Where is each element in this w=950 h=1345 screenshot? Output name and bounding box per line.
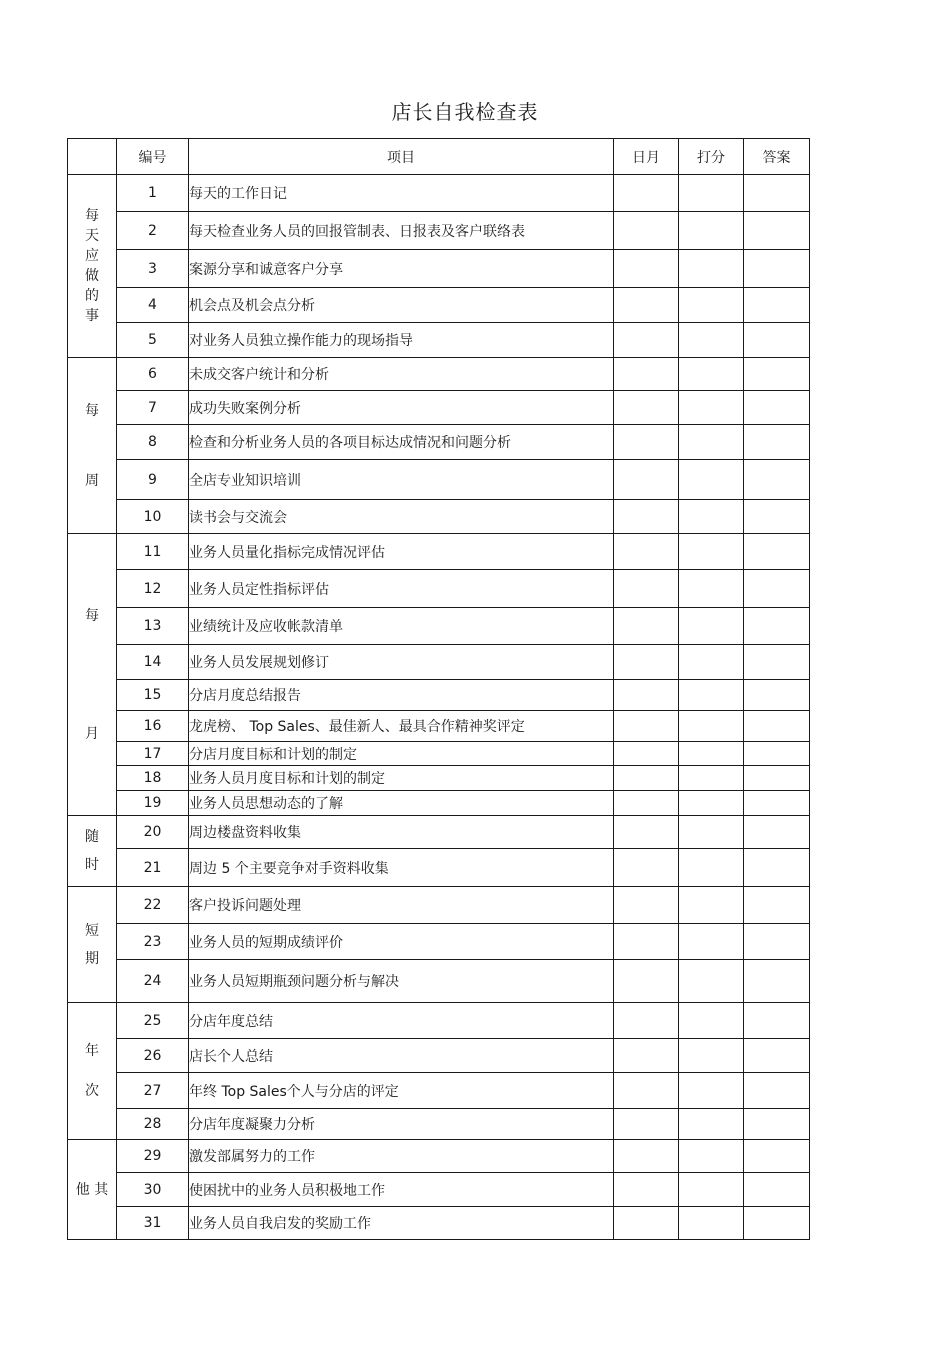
- page-title: 店长自我检查表: [391, 100, 539, 124]
- score-cell[interactable]: [679, 608, 744, 645]
- date-cell[interactable]: [614, 680, 679, 711]
- answer-cell[interactable]: [744, 960, 810, 1003]
- header-number: 编号: [117, 139, 189, 175]
- row-number: 26: [117, 1039, 189, 1073]
- date-cell[interactable]: [614, 175, 679, 212]
- header-answer: 答案: [744, 139, 810, 175]
- header-date: 日月: [614, 139, 679, 175]
- row-item: 分店月度目标和计划的制定: [189, 742, 614, 766]
- date-cell[interactable]: [614, 534, 679, 570]
- header-score: 打分: [679, 139, 744, 175]
- table-row: [68, 1073, 810, 1109]
- row-number: 19: [117, 791, 189, 816]
- row-number: 4: [117, 288, 189, 323]
- date-cell[interactable]: [614, 645, 679, 680]
- row-item: 检查和分析业务人员的各项目标达成情况和问题分析: [189, 425, 614, 460]
- row-number: 28: [117, 1109, 189, 1140]
- answer-cell[interactable]: [744, 358, 810, 391]
- answer-cell[interactable]: [744, 645, 810, 680]
- score-cell[interactable]: [679, 1173, 744, 1207]
- table-row: [68, 391, 810, 425]
- row-number: 31: [117, 1207, 189, 1240]
- table-row: [68, 791, 810, 816]
- row-item: 业务人员月度目标和计划的制定: [189, 766, 614, 791]
- answer-cell[interactable]: [744, 742, 810, 766]
- score-cell[interactable]: [679, 212, 744, 250]
- date-cell[interactable]: [614, 1109, 679, 1140]
- date-cell[interactable]: [614, 960, 679, 1003]
- row-item: 读书会与交流会: [189, 500, 614, 534]
- row-item: 龙虎榜、 Top Sales、最佳新人、最具合作精神奖评定: [189, 711, 614, 742]
- group-label: [68, 1003, 117, 1140]
- table-row: [68, 500, 810, 534]
- score-cell[interactable]: [679, 1039, 744, 1073]
- table-row: [68, 1173, 810, 1207]
- date-cell[interactable]: [614, 816, 679, 849]
- table-row: [68, 1039, 810, 1073]
- answer-cell[interactable]: [744, 500, 810, 534]
- group-label-text: 年 次: [85, 1043, 99, 1099]
- table-row: [68, 1109, 810, 1140]
- score-cell[interactable]: [679, 250, 744, 288]
- answer-cell[interactable]: [744, 288, 810, 323]
- score-cell[interactable]: [679, 711, 744, 742]
- answer-cell[interactable]: [744, 1140, 810, 1173]
- row-number: 17: [117, 742, 189, 766]
- score-cell[interactable]: [679, 425, 744, 460]
- group-label-text: 每 月: [85, 607, 99, 742]
- date-cell[interactable]: [614, 1003, 679, 1039]
- score-cell[interactable]: [679, 742, 744, 766]
- date-cell[interactable]: [614, 460, 679, 500]
- date-cell[interactable]: [614, 212, 679, 250]
- header-category: [68, 139, 117, 175]
- answer-cell[interactable]: [744, 1207, 810, 1240]
- row-number: 21: [117, 849, 189, 887]
- row-number: 24: [117, 960, 189, 1003]
- answer-cell[interactable]: [744, 608, 810, 645]
- date-cell[interactable]: [614, 1140, 679, 1173]
- score-cell[interactable]: [679, 358, 744, 391]
- answer-cell[interactable]: [744, 534, 810, 570]
- answer-cell[interactable]: [744, 1039, 810, 1073]
- row-item: 周边楼盘资料收集: [189, 816, 614, 849]
- date-cell[interactable]: [614, 1039, 679, 1073]
- row-number: 20: [117, 816, 189, 849]
- date-cell[interactable]: [614, 500, 679, 534]
- table-row: [68, 766, 810, 791]
- answer-cell[interactable]: [744, 212, 810, 250]
- table-row: [68, 534, 810, 570]
- row-number: 30: [117, 1173, 189, 1207]
- row-item: 业务人员量化指标完成情况评估: [189, 534, 614, 570]
- group-label-text: 每 天 应 做 的 事: [85, 208, 99, 324]
- date-cell[interactable]: [614, 323, 679, 358]
- row-item: 对业务人员独立操作能力的现场指导: [189, 323, 614, 358]
- row-item: 年终 Top Sales个人与分店的评定: [189, 1073, 614, 1109]
- row-number: 13: [117, 608, 189, 645]
- row-number: 9: [117, 460, 189, 500]
- answer-cell[interactable]: [744, 323, 810, 358]
- answer-cell[interactable]: [744, 460, 810, 500]
- table-row: [68, 711, 810, 742]
- row-item: 全店专业知识培训: [189, 460, 614, 500]
- row-number: 2: [117, 212, 189, 250]
- table-row: [68, 960, 810, 1003]
- score-cell[interactable]: [679, 1073, 744, 1109]
- date-cell[interactable]: [614, 742, 679, 766]
- row-number: 27: [117, 1073, 189, 1109]
- table-body: [68, 175, 810, 1240]
- table-row: [68, 1003, 810, 1039]
- row-number: 15: [117, 680, 189, 711]
- score-cell[interactable]: [679, 288, 744, 323]
- row-number: 14: [117, 645, 189, 680]
- row-number: 29: [117, 1140, 189, 1173]
- date-cell[interactable]: [614, 766, 679, 791]
- row-number: 23: [117, 924, 189, 960]
- row-item: 未成交客户统计和分析: [189, 358, 614, 391]
- row-number: 5: [117, 323, 189, 358]
- header-row: [68, 139, 810, 175]
- table-row: [68, 924, 810, 960]
- row-number: 16: [117, 711, 189, 742]
- date-cell[interactable]: [614, 924, 679, 960]
- date-cell[interactable]: [614, 425, 679, 460]
- answer-cell[interactable]: [744, 570, 810, 608]
- score-cell[interactable]: [679, 175, 744, 212]
- table-row: [68, 680, 810, 711]
- group-label-text: 每 周: [85, 402, 99, 489]
- score-cell[interactable]: [679, 680, 744, 711]
- answer-cell[interactable]: [744, 175, 810, 212]
- answer-cell[interactable]: [744, 791, 810, 816]
- table-row: [68, 887, 810, 924]
- score-cell[interactable]: [679, 960, 744, 1003]
- answer-cell[interactable]: [744, 680, 810, 711]
- row-item: 店长个人总结: [189, 1039, 614, 1073]
- table-row: [68, 358, 810, 391]
- table-row: [68, 425, 810, 460]
- date-cell[interactable]: [614, 570, 679, 608]
- row-item: 分店年度总结: [189, 1003, 614, 1039]
- score-cell[interactable]: [679, 849, 744, 887]
- row-item: 成功失败案例分析: [189, 391, 614, 425]
- row-number: 10: [117, 500, 189, 534]
- table-row: [68, 742, 810, 766]
- group-label: [68, 175, 117, 358]
- row-item: 周边 5 个主要竞争对手资料收集: [189, 849, 614, 887]
- score-cell[interactable]: [679, 1003, 744, 1039]
- row-number: 11: [117, 534, 189, 570]
- answer-cell[interactable]: [744, 425, 810, 460]
- row-number: 25: [117, 1003, 189, 1039]
- table-row: [68, 608, 810, 645]
- row-number: 18: [117, 766, 189, 791]
- date-cell[interactable]: [614, 1073, 679, 1109]
- score-cell[interactable]: [679, 500, 744, 534]
- answer-cell[interactable]: [744, 250, 810, 288]
- row-number: 3: [117, 250, 189, 288]
- score-cell[interactable]: [679, 534, 744, 570]
- score-cell[interactable]: [679, 570, 744, 608]
- row-item: 业务人员定性指标评估: [189, 570, 614, 608]
- answer-cell[interactable]: [744, 1073, 810, 1109]
- answer-cell[interactable]: [744, 849, 810, 887]
- row-item: 业绩统计及应收帐款清单: [189, 608, 614, 645]
- row-item: 分店年度凝聚力分析: [189, 1109, 614, 1140]
- group-label: [68, 1140, 117, 1240]
- row-item: 分店月度总结报告: [189, 680, 614, 711]
- row-number: 6: [117, 358, 189, 391]
- checklist-table: [67, 138, 810, 1240]
- table-row: [68, 816, 810, 849]
- score-cell[interactable]: [679, 323, 744, 358]
- row-item: 客户投诉问题处理: [189, 887, 614, 924]
- row-number: 1: [117, 175, 189, 212]
- row-item: 激发部属努力的工作: [189, 1140, 614, 1173]
- score-cell[interactable]: [679, 1140, 744, 1173]
- date-cell[interactable]: [614, 608, 679, 645]
- group-label: [68, 887, 117, 1003]
- row-item: 业务人员短期瓶颈问题分析与解决: [189, 960, 614, 1003]
- row-item: 业务人员的短期成绩评价: [189, 924, 614, 960]
- row-number: 22: [117, 887, 189, 924]
- score-cell[interactable]: [679, 645, 744, 680]
- table-row: [68, 323, 810, 358]
- score-cell[interactable]: [679, 816, 744, 849]
- table-row: [68, 250, 810, 288]
- table-row: [68, 1140, 810, 1173]
- score-cell[interactable]: [679, 924, 744, 960]
- row-item: 业务人员自我启发的奖励工作: [189, 1207, 614, 1240]
- table-row: [68, 288, 810, 323]
- date-cell[interactable]: [614, 358, 679, 391]
- row-item: 每天检查业务人员的回报管制表、日报表及客户联络表: [189, 212, 614, 250]
- row-item: 业务人员思想动态的了解: [189, 791, 614, 816]
- group-label-text: 他 其: [75, 1181, 109, 1198]
- answer-cell[interactable]: [744, 1003, 810, 1039]
- answer-cell[interactable]: [744, 711, 810, 742]
- header-item: 项目: [189, 139, 614, 175]
- row-number: 8: [117, 425, 189, 460]
- score-cell[interactable]: [679, 791, 744, 816]
- score-cell[interactable]: [679, 460, 744, 500]
- table-row: [68, 460, 810, 500]
- row-item: 案源分享和诚意客户分享: [189, 250, 614, 288]
- row-number: 7: [117, 391, 189, 425]
- table-row: [68, 645, 810, 680]
- table-row: [68, 212, 810, 250]
- table-row: [68, 175, 810, 212]
- table-row: [68, 570, 810, 608]
- answer-cell[interactable]: [744, 816, 810, 849]
- date-cell[interactable]: [614, 711, 679, 742]
- table-row: [68, 1207, 810, 1240]
- date-cell[interactable]: [614, 288, 679, 323]
- answer-cell[interactable]: [744, 391, 810, 425]
- group-label: [68, 816, 117, 887]
- date-cell[interactable]: [614, 250, 679, 288]
- answer-cell[interactable]: [744, 924, 810, 960]
- group-label-text: 短 期: [85, 922, 99, 967]
- row-item: 机会点及机会点分析: [189, 288, 614, 323]
- group-label: [68, 534, 117, 816]
- date-cell[interactable]: [614, 1207, 679, 1240]
- date-cell[interactable]: [614, 887, 679, 924]
- row-item: 使困扰中的业务人员积极地工作: [189, 1173, 614, 1207]
- answer-cell[interactable]: [744, 887, 810, 924]
- date-cell[interactable]: [614, 791, 679, 816]
- score-cell[interactable]: [679, 887, 744, 924]
- row-item: 业务人员发展规划修订: [189, 645, 614, 680]
- group-label-text: 随 时: [85, 829, 99, 873]
- date-cell[interactable]: [614, 391, 679, 425]
- score-cell[interactable]: [679, 1207, 744, 1240]
- score-cell[interactable]: [679, 766, 744, 791]
- group-label: [68, 358, 117, 534]
- row-number: 12: [117, 570, 189, 608]
- score-cell[interactable]: [679, 391, 744, 425]
- answer-cell[interactable]: [744, 1109, 810, 1140]
- table-row: [68, 849, 810, 887]
- answer-cell[interactable]: [744, 766, 810, 791]
- row-item: 每天的工作日记: [189, 175, 614, 212]
- score-cell[interactable]: [679, 1109, 744, 1140]
- answer-cell[interactable]: [744, 1173, 810, 1207]
- date-cell[interactable]: [614, 849, 679, 887]
- date-cell[interactable]: [614, 1173, 679, 1207]
